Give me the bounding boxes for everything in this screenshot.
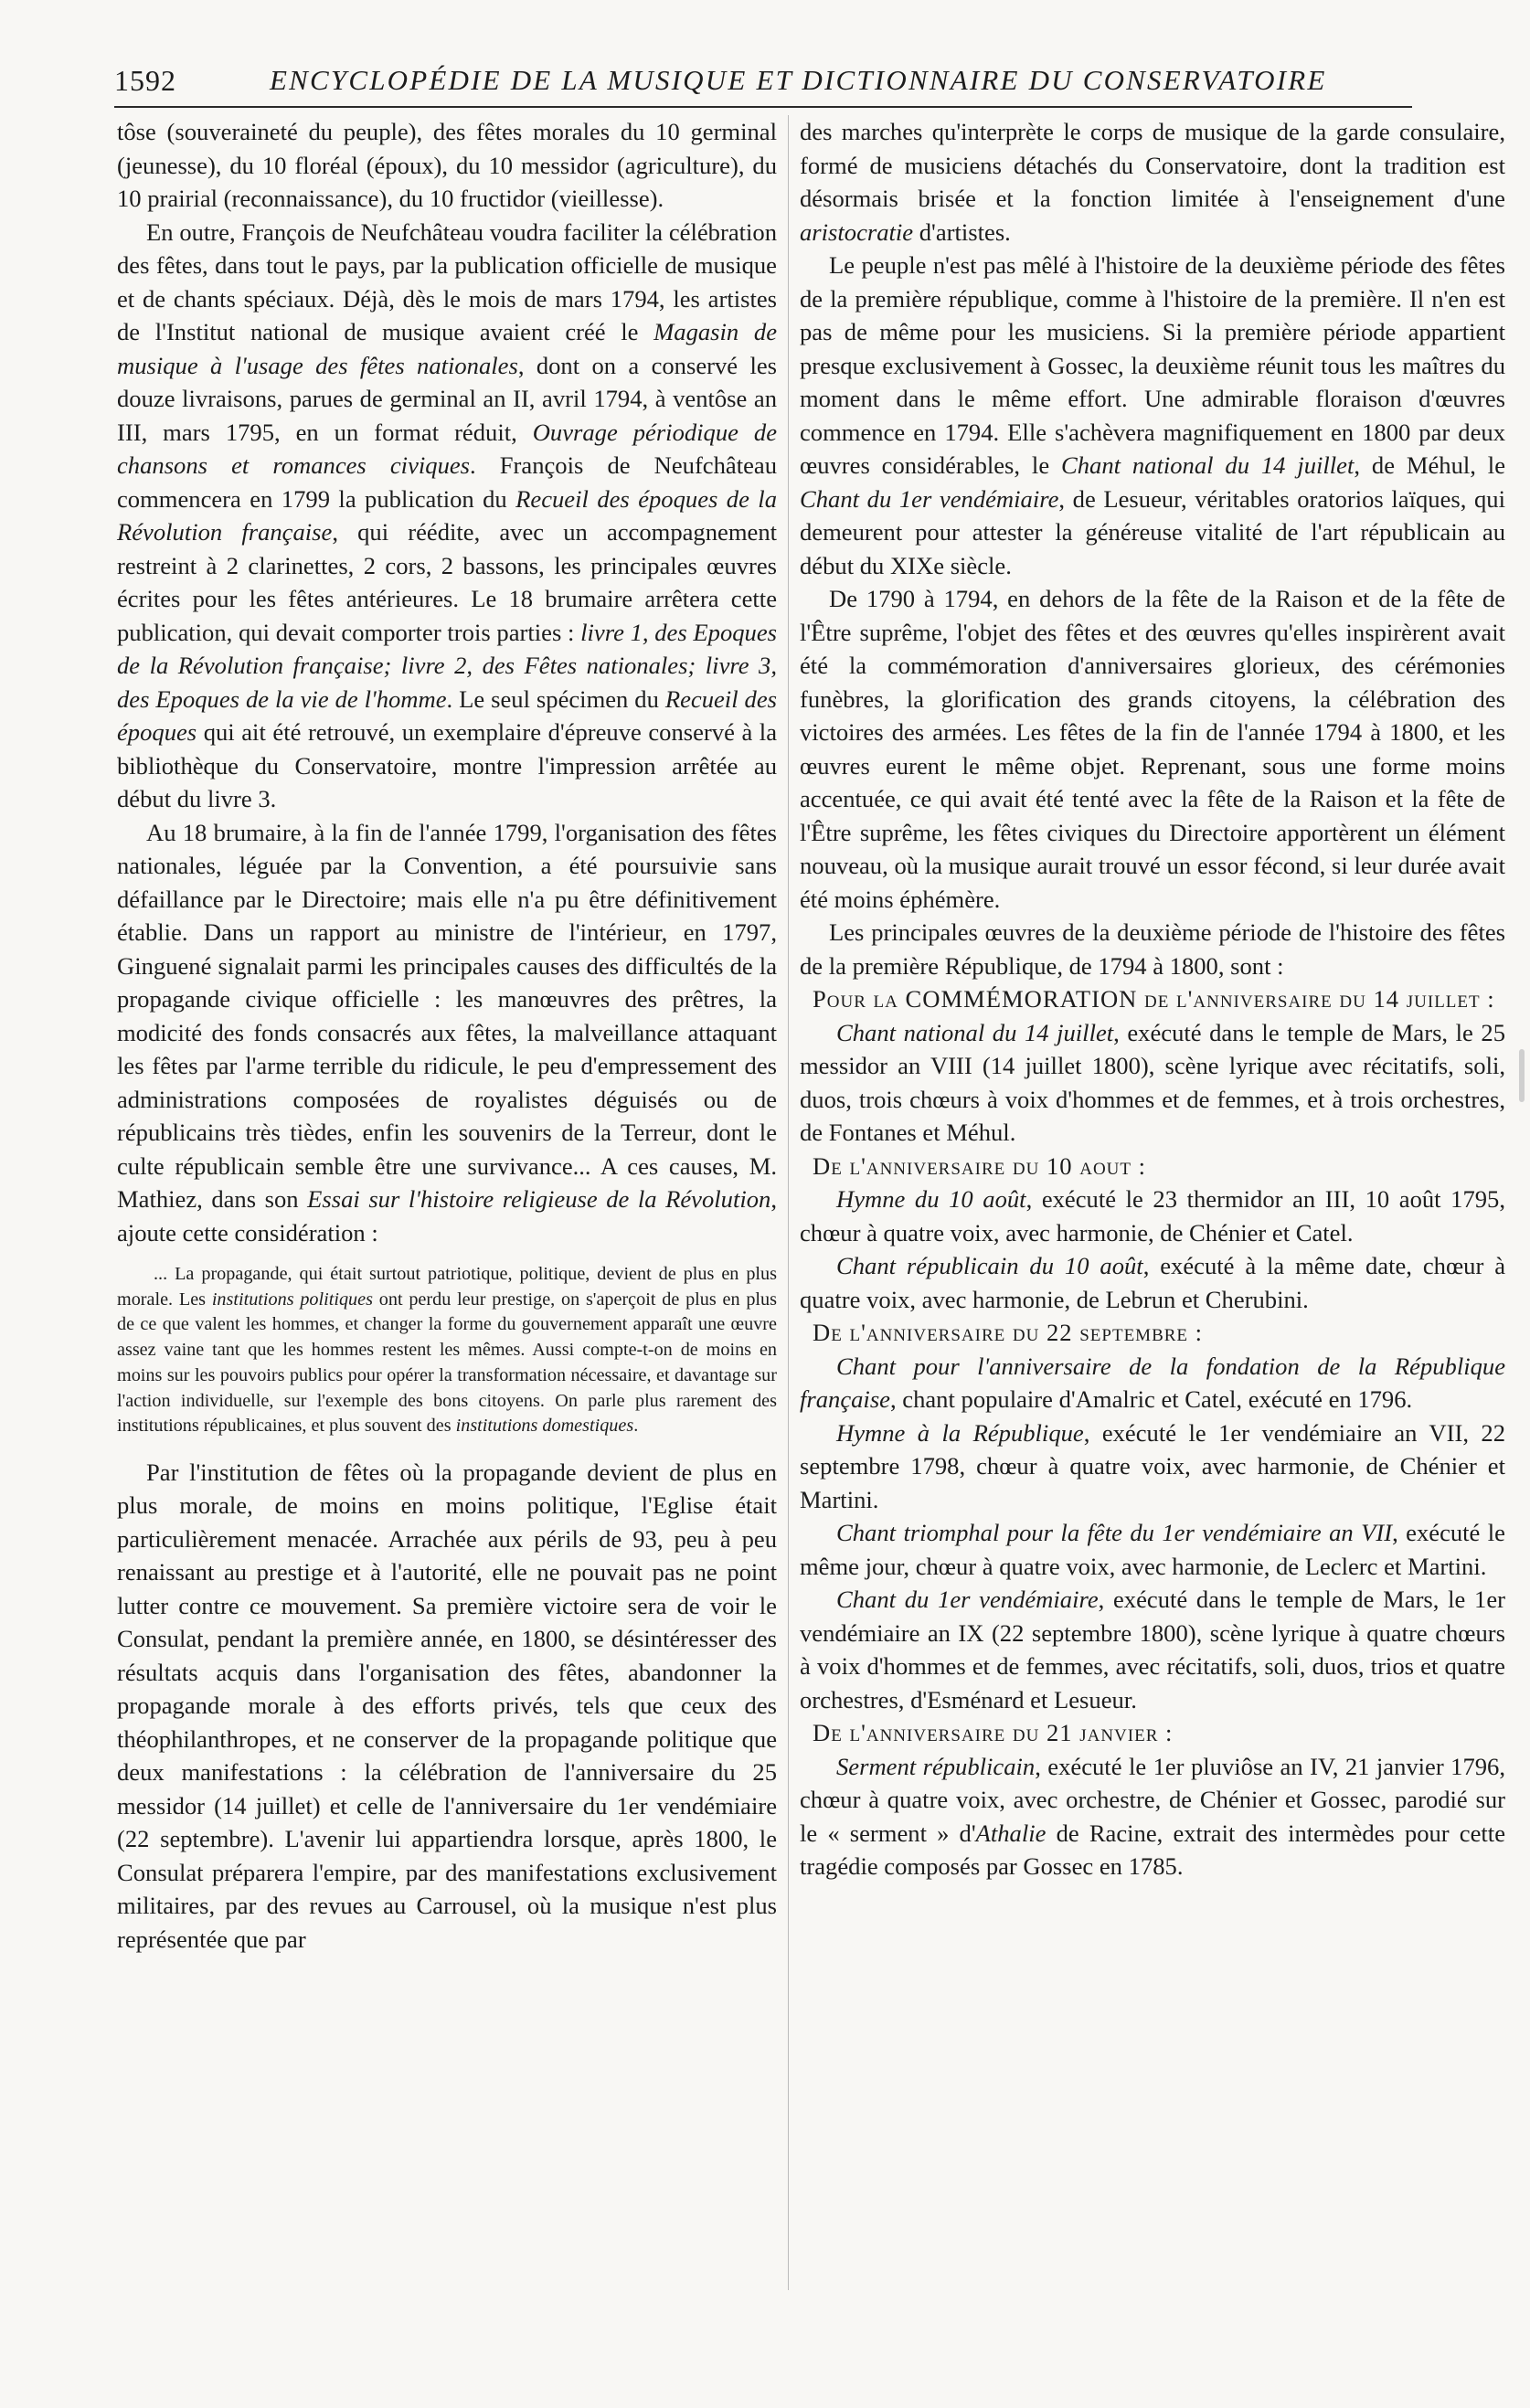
section-heading: Pour la COMMÉMORATION de l'anniversaire du 14 juillet : bbox=[813, 985, 1495, 1013]
paragraph: des marches qu'interprète le corps de musique de la garde consulaire, formé de musiciens détachés du Conservatoire, dont la tradition est désormais brisée et la fonction limitée à l'enseignement d'une aristocratie d'artistes. bbox=[800, 118, 1505, 246]
work-entry: Hymne du 10 août, exécuté le 23 thermidor an III, 10 août 1795, chœur à quatre voix, avec harmonie, de Chénier et Catel. bbox=[800, 1185, 1505, 1246]
section-heading: De l'anniversaire du 10 aout : bbox=[813, 1151, 1147, 1180]
scan-mark bbox=[1519, 1049, 1525, 1102]
work-entry: Serment républicain, exécuté le 1er pluviôse an IV, 21 janvier 1796, chœur à quatre voix, avec orchestre, de Chénier et Gossec, parodié sur le « serment » d'Athalie de Racine, extrait des intermèdes pour cette tragédie composés par Gossec en 1785. bbox=[800, 1752, 1505, 1880]
work-entry: Chant national du 14 juillet, exécuté dans le temple de Mars, le 25 messidor an VIII (14 juillet 1800), scène lyrique avec récitatifs, soli, duos, trois chœurs à voix d'hommes et de femmes, et à trois orchestres, de Fontanes et Méhul. bbox=[800, 1018, 1505, 1146]
paragraph: Les principales œuvres de la deuxième période de l'histoire des fêtes de la première République, de 1794 à 1800, sont : bbox=[800, 918, 1505, 980]
paragraph: Au 18 brumaire, à la fin de l'année 1799, l'organisation des fêtes nationales, léguée par la Convention, a été poursuivie sans défaillance par le Directoire; mais elle n'a pu être définitivement établie. Dans un rapport au ministre de l'intérieur, en 1797, Ginguené signalait parmi les principales causes des difficultés de la propagande civique officielle : les manœuvres des prêtres, la modicité des fonds consacrés aux fêtes, la malveillance attaquant les fêtes par l'arme terrible du ridicule, le peu d'empressement des administrations composées de royalistes déguisés ou de républicains très tièdes, enfin les souvenirs de la Terreur, dont le culte républicain semble être une survivance... A ces causes, M. Mathiez, dans son Essai sur l'histoire religieuse de la Révolution, ajoute cette considération : bbox=[117, 818, 777, 1246]
paragraph: tôse (souveraineté du peuple), des fêtes morales du 10 germinal (jeunesse), du 10 floréal (époux), du 10 messidor (agriculture), du 10 prairial (reconnaissance), du 10 fructidor (vieillesse). bbox=[117, 118, 777, 212]
work-entry: Chant républicain du 10 août, exécuté à la même date, chœur à quatre voix, avec harmonie, de Lebrun et Cherubini. bbox=[800, 1252, 1505, 1313]
work-entry: Chant du 1er vendémiaire, exécuté dans le temple de Mars, le 1er vendémiaire an IX (22 septembre 1800), scène lyrique à quatre chœurs à voix d'hommes et de femmes, avec récitatifs, soli, duos, trios et quatre orchestres, d'Esménard et Lesueur. bbox=[800, 1586, 1505, 1713]
paragraph: De 1790 à 1794, en dehors de la fête de la Raison et de la fête de l'Être suprême, l'objet des fêtes et des œuvres qu'elles inspirèrent avait été la commémoration d'anniversaires glorieux, des cérémonies funèbres, la glorification des grands citoyens, la célébration des victoires des armées. Les fêtes de la fin de l'année 1794 à 1800, et les œuvres eurent le même objet. Reprenant, sous une forme moins accentuée, ce qui avait été tenté avec la fête de la Raison et la fête de l'Être suprême, les fêtes civiques du Directoire apportèrent un élément nouveau, où la musique aurait trouvé un essor fécond, si leur durée avait été moins éphémère. bbox=[800, 585, 1505, 913]
block-quote: ... La propagande, qui était surtout patriotique, politique, devient de plus en plus morale. Les institutions politiques ont perdu leur prestige, on s'aperçoit de plus en plus de ce que valent les hommes, et changer la forme du gouvernement apparaît une œuvre assez vaine tant que les hommes restent les mêmes. Aussi compte-t-on de moins en moins sur les pouvoirs publics pour opérer la transformation nécessaire, et davantage sur l'action individuelle, sur l'exemple des bons citoyens. On parle plus rarement des institutions républicaines, et plus souvent des institutions domestiques. bbox=[117, 1264, 777, 1437]
work-entry: Hymne à la République, exécuté le 1er vendémiaire an VII, 22 septembre 1798, chœur à quatre voix, avec harmonie, de Chénier et Martini. bbox=[800, 1418, 1505, 1513]
paragraph: Le peuple n'est pas mêlé à l'histoire de la deuxième période des fêtes de la première république, comme à l'histoire de la première. Il n'en est pas de même pour les musiciens. Si la première période appartient presque exclusivement à Gossec, la deuxième réunit tous les maîtres du moment dans le même effort. Une admirable floraison d'œuvres commence en 1794. Elle s'achèvera magnifiquement en 1800 par deux œuvres considérables, le Chant national du 14 juillet, de Méhul, le Chant du 1er vendémiaire, de Lesueur, véritables oratorios laïques, qui demeurent pour attester la généreuse vitalité de l'art républicain au début du XIXe siècle. bbox=[800, 251, 1506, 579]
paragraph: En outre, François de Neufchâteau voudra faciliter la célébration des fêtes, dans tout le pays, par la publication officielle de musique et de chants spéciaux. Déjà, dès le mois de mars 1794, les artistes de l'Institut national de musique avaient créé le Magasin de musique à l'usage des fêtes nationales, dont on a conservé les douze livraisons, parues de germinal an II, avril 1794, à ventôse an III, mars 1795, en un format réduit, Ouvrage périodique de chansons et romances civiques. François de Neufchâteau commencera en 1799 la publication du Recueil des époques de la Révolution française, qui réédite, avec un accompagnement restreint à 2 clarinettes, 2 cors, 2 bassons, les principales œuvres écrites pour les fêtes antérieures. Le 18 brumaire arrêtera cette publication, qui devait comporter trois parties : livre 1, des Epoques de la Révolution française; livre 2, des Fêtes nationales; livre 3, des Epoques de la vie de l'homme. Le seul spécimen du Recueil des époques qui ait été retrouvé, un exemplaire d'épreuve conservé à la bibliothèque du Conservatoire, montre l'impression arrêtée au début du livre 3. bbox=[117, 217, 778, 812]
column-divider bbox=[788, 115, 789, 2290]
work-entry: Chant triomphal pour la fête du 1er vendémiaire an VII, exécuté le même jour, chœur à quatre voix, avec harmonie, de Leclerc et Martini. bbox=[800, 1519, 1505, 1580]
paragraph: Par l'institution de fêtes où la propagande devient de plus en plus morale, de moins en moins politique, l'Eglise était particulièrement menacée. Arrachée aux périls de 93, peu à peu renaissant au prestige et à l'autorité, elle ne pouvait pas ne point lutter contre ce mouvement. Sa première victoire sera de voir le Consulat, pendant la première année, en 1800, se désintéresser des résultats acquis dans l'organisation des fêtes, abandonner la propagande morale à des efforts privés, tels que ceux des théophilanthropes, et ne conserver de la propagande politique que deux manifestations : la célébration de l'anniversaire du 25 messidor (14 juillet) et celle de l'anniversaire du 1er vendémiaire (22 septembre). L'avenir lui appartiendra lorsque, après 1800, le Consulat préparera l'empire, par des manifestations exclusivement militaires, par des revues au Carrousel, où la musique n'est plus représentée que par bbox=[117, 1458, 777, 1953]
right-column bbox=[800, 115, 1505, 1883]
left-column bbox=[117, 115, 777, 1956]
running-title: ENCYCLOPÉDIE DE LA MUSIQUE ET DICTIONNAIRE DU CONSERVATOIRE bbox=[270, 64, 1327, 96]
work-entry: Chant pour l'anniversaire de la fondation de la République française, chant populaire d'Amalric et Catel, exécuté en 1796. bbox=[800, 1352, 1505, 1413]
page-header bbox=[114, 58, 1412, 108]
section-heading: De l'anniversaire du 22 septembre : bbox=[813, 1319, 1204, 1346]
section-heading: De l'anniversaire du 21 janvier : bbox=[813, 1719, 1174, 1746]
page-number: 1592 bbox=[114, 64, 176, 97]
